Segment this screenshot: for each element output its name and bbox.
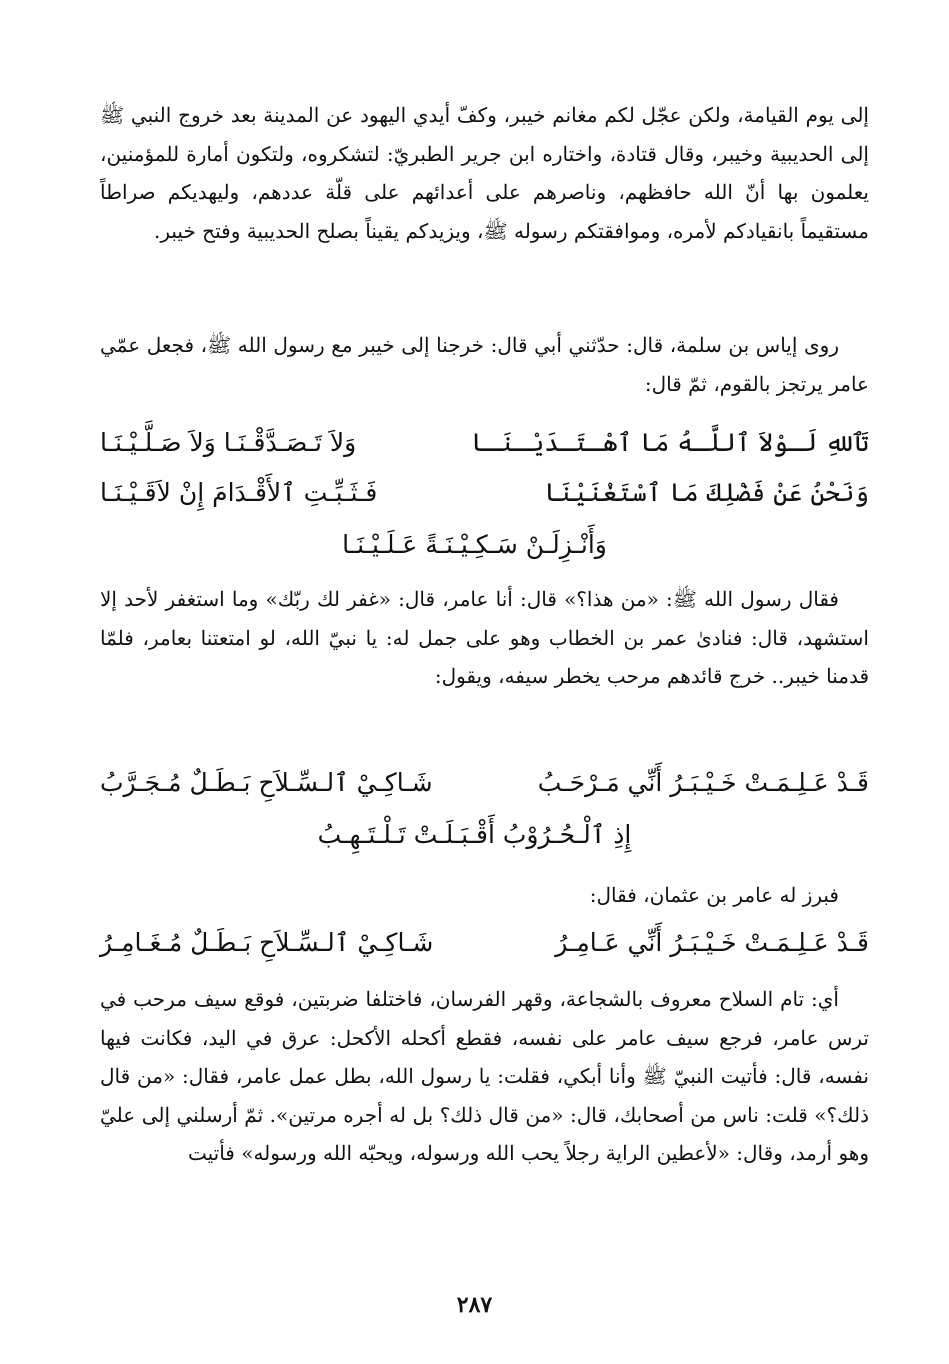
verse-4-first-hemistich: قَـدْ عَـلِـمَـتْ خَـيْـبَـرُ أَنِّي مَـرْحَـبُ xyxy=(537,768,869,797)
paragraph-battle: أي: تام السلاح معروف بالشجاعة، وقهر الفرسان، فاختلفا ضربتين، فوقع سيف مرحب في ترس عامر، فرجع سيف عامر على نفسه، فقطع أكحله الأكحل: عرق في اليد، فكانت فيها نفسه، قال: فأتيت النبيّ ﷺ وأنا أبكي، فقلت: يا رسول الله، بطل عمل عامر، فقال: «من قال ذلك؟» قلت: ناس من أصحابك، قال: «من قال ذلك؟ بل له أجره مرتين». ثمّ أرسلني إلى عليّ وهو أرمد، وقال: «لأعطين الراية رجلاً يحب الله ورسوله، ويحبّه الله ورسوله» فأتيت xyxy=(100,987,869,1165)
verse-2-first-hemistich: وَنَحْنُ عَنْ فَضْلِكَ مَا ٱسْتَغْنَيْنَا xyxy=(544,478,869,507)
verse-3: وَأَنْـزِلَـنْ سَـكِـيْـنَـةً عَـلَـيْـنَـا xyxy=(342,530,607,559)
verse-6-second-hemistich: شَـاكِـيْ ٱلـسِّـلاَحِ بَـطَـلٌ مُـغَـامِـرُ xyxy=(100,928,434,957)
page-number: ٢٨٧ xyxy=(456,1292,493,1318)
verse-1-second-hemistich: وَلاَ تَـصَـدَّقْـنَـا وَلاَ صَـلَّـيْـنَـا xyxy=(100,428,357,457)
verse-1-first-hemistich: تَٱللهِ لَـوْلاَ ٱللَّـهُ مَا ٱهْـتَـدَيْـنَـا xyxy=(471,428,869,457)
verse-6-first-hemistich: قَـدْ عَـلِـمَـتْ خَـيْـبَـرُ أَنِّي عَـامِـرُ xyxy=(555,928,869,957)
verse-5: إِذِ ٱلْـحُـرُوْبُ أَقْـبَـلَـتْ تَـلْـتَـهِـبُ xyxy=(317,820,632,849)
paragraph-dialogue: فقال رسول الله ﷺ: «من هذا؟» قال: أنا عامر، قال: «غفر لك ربّك» وما استغفر لأحد إلا استشهد، قال: فنادىٰ عمر بن الخطاب وهو على جمل له: يا نبيّ الله، لو امتعتنا بعامر، فلمّا قدمنا خيبر.. خرج قائدهم مرحب يخطر سيفه، ويقول: xyxy=(100,587,869,688)
paragraph-amir: فبرز له عامر بن عثمان، فقال: xyxy=(589,883,839,907)
verse-2-second-hemistich: فَـثَـبِّـتِ ٱلأَقْـدَامَ إِنْ لاَقَـيْـنَـا xyxy=(100,478,378,507)
paragraph-tafsir: إلى يوم القيامة، ولكن عجّل لكم مغانم خيبر، وكفّ أيدي اليهود عن المدينة بعد خروج النبي ﷺ إلى الحديبية وخيبر، وقال قتادة، واختاره ابن جرير الطبريّ: لتشكروه، ولتكون أمارة للمؤمنين، يعلمون بها أنّ الله حافظهم، وناصرهم على أعدائهم على قلّة عددهم، وليهديكم صراطاً مستقيماً بانقيادكم لأمره، وموافقتكم رسوله ﷺ، ويزيدكم يقيناً بصلح الحديبية وفتح خيبر. xyxy=(100,103,869,243)
paragraph-narration: روى إياس بن سلمة، قال: حدّثني أبي قال: خرجنا إلى خيبر مع رسول الله ﷺ، فجعل عمّي عامر يرتجز بالقوم، ثمّ قال: xyxy=(100,333,869,396)
verse-4-second-hemistich: شَـاكِـيْ ٱلـسِّـلاَحِ بَـطَـلٌ مُـجَـرَّبُ xyxy=(100,768,433,797)
